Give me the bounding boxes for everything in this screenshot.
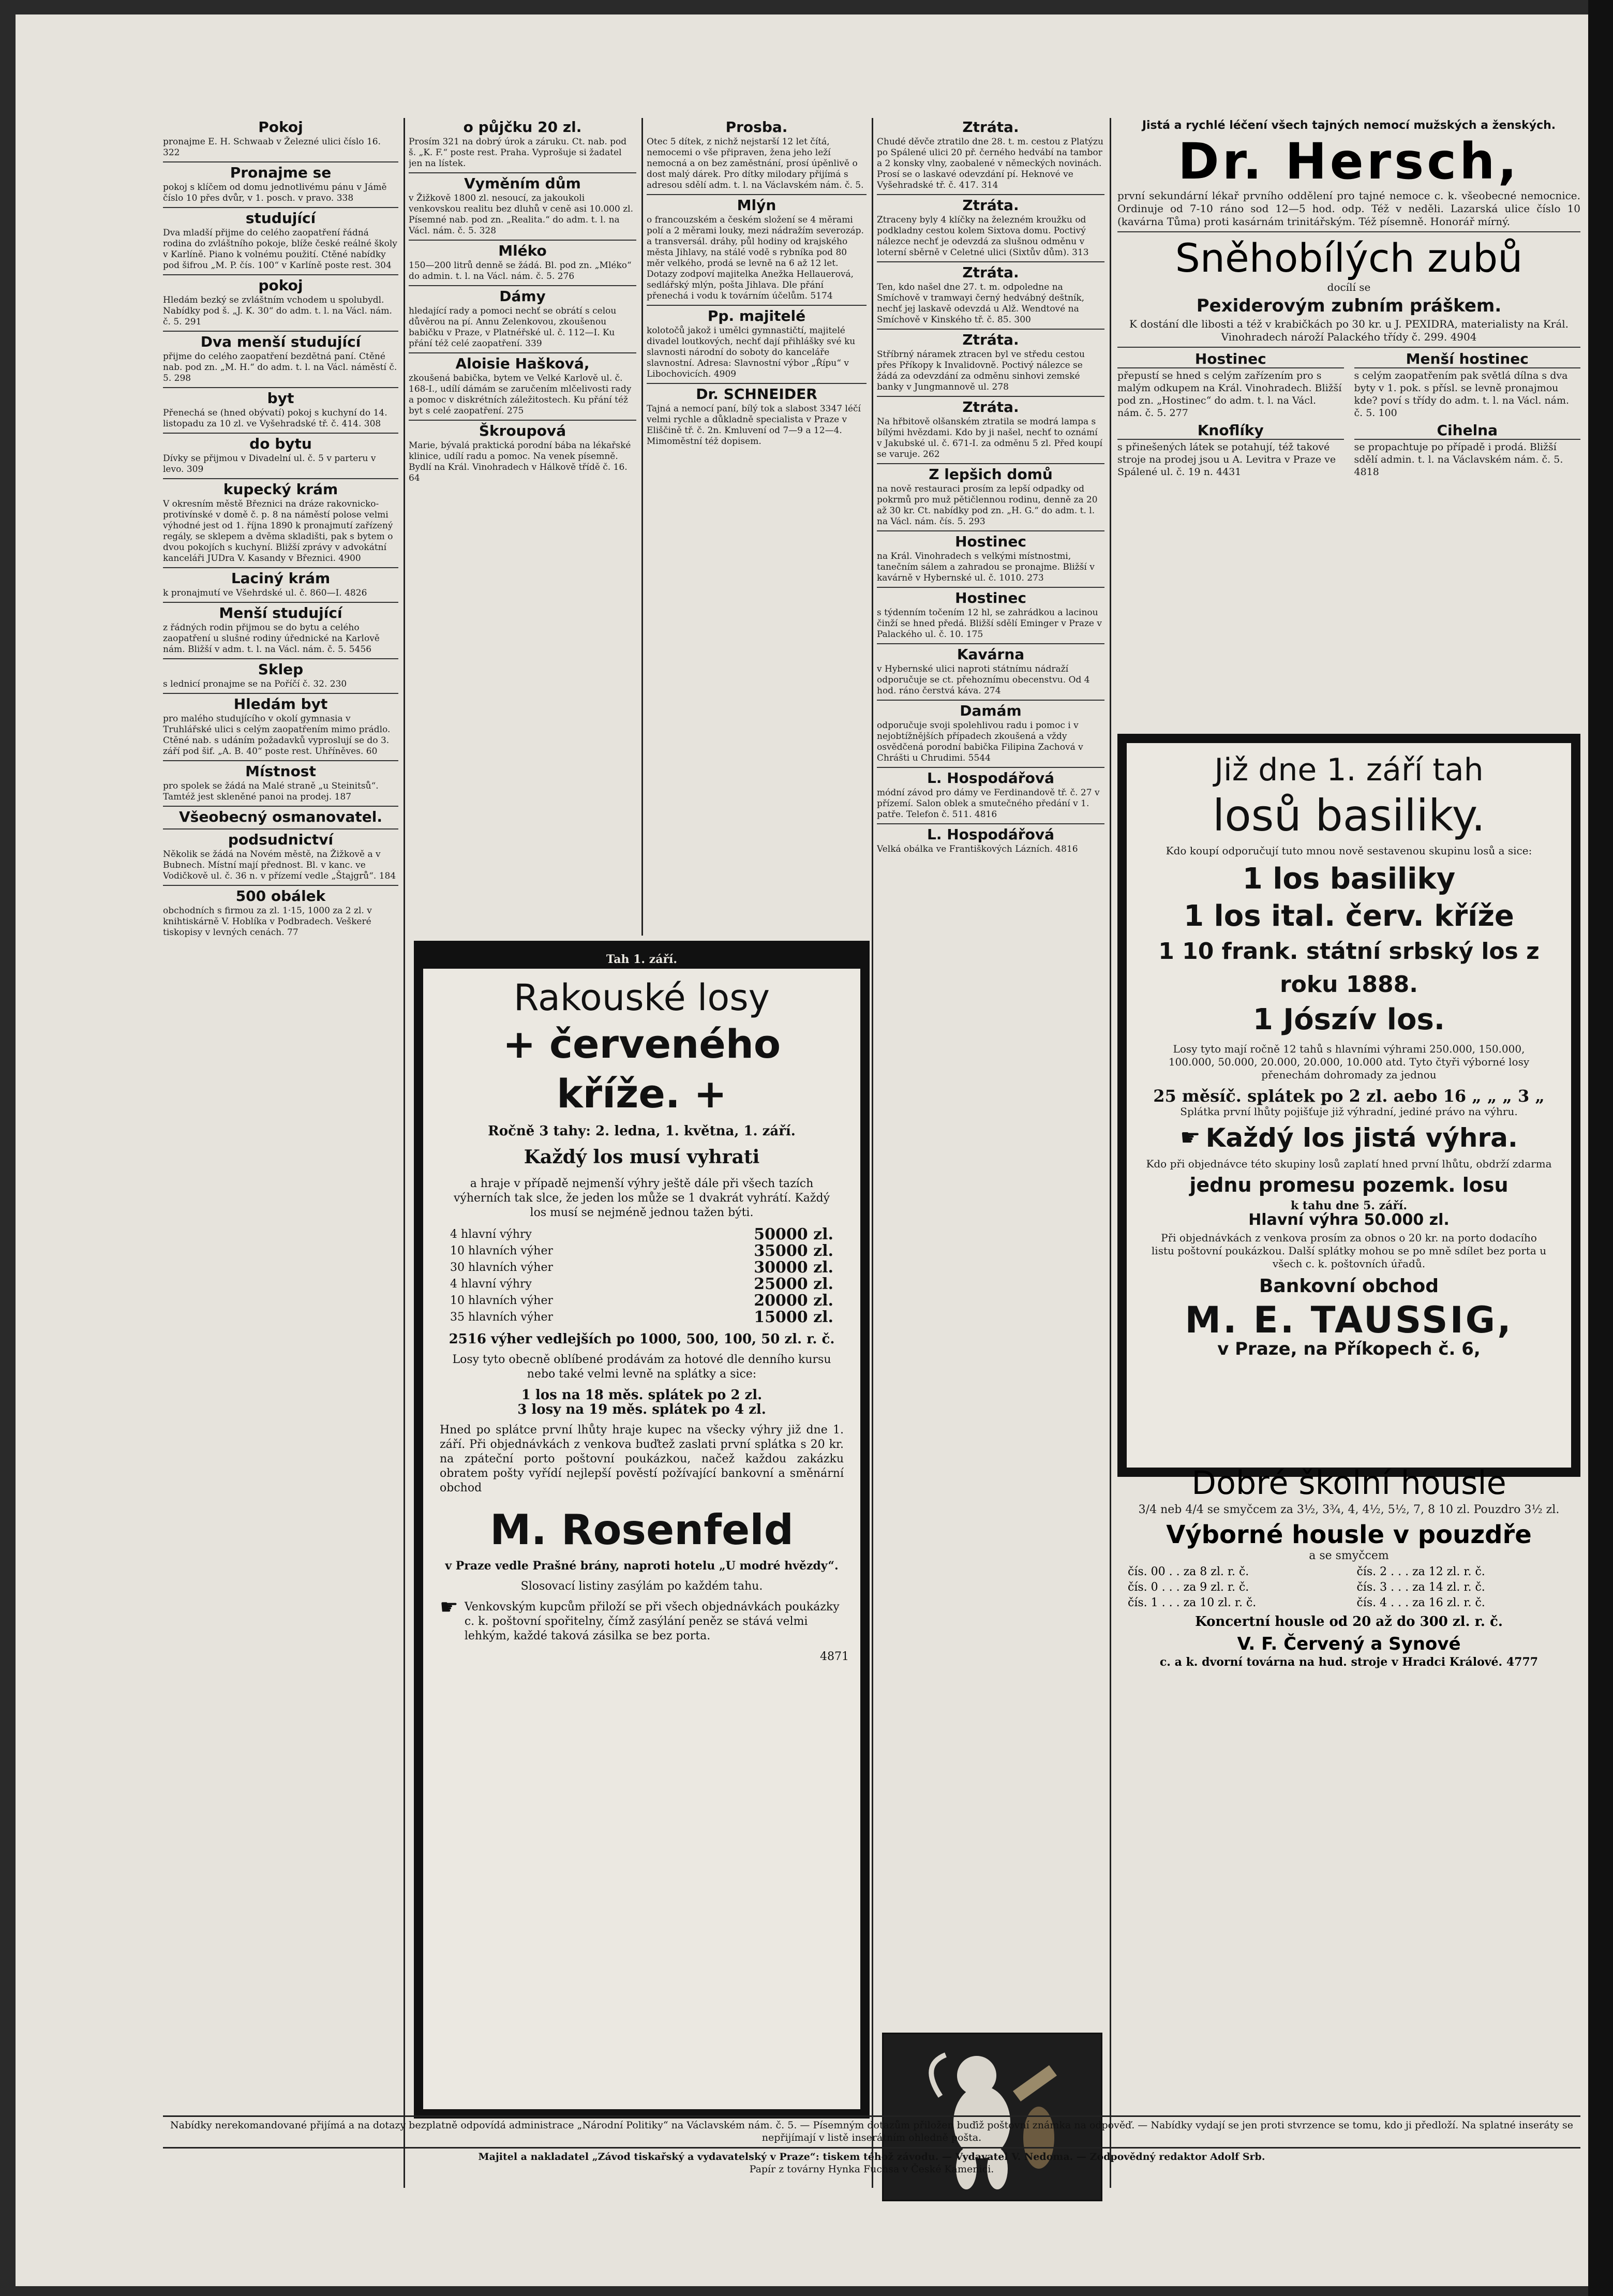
ad-heading: Hostinec: [955, 589, 1026, 606]
prize-count: 4 hlavní výhry: [450, 1228, 532, 1241]
ad-body: Na hřbitově olšanském ztratila se modrá lampa s bílými hvězdami. Kdo by ji našel, nechť to oznámí v Jakubské ul. č. 671-I. za odměnu 5 zl. Před koupí se varuje. 262: [877, 417, 1103, 460]
ad-body: Prosím 321 na dobrý úrok a záruku. Ct. nab. pod š. „K. F.“ poste rest. Praha. Vyprošuje si žadatel jen na lístek.: [409, 137, 627, 169]
prize-row: [450, 1309, 833, 1326]
ad-body: s týdenním točením 12 hl, se zahrádkou a lacinou činží se hned předá. Bližší sdělí Eminger v Praze v Palackého ul. č. 10. 175: [877, 608, 1102, 640]
ad-title-2: + červeného kříže. +: [502, 1021, 781, 1117]
prize-value: 35000 zl.: [754, 1242, 833, 1260]
zub-t2: Pexiderovým zubním práškem.: [1196, 295, 1502, 316]
classified-ad: [409, 172, 636, 236]
ad-red-cross-lots: [414, 941, 870, 2119]
classified-ad: [877, 463, 1104, 527]
footer-line-1: Nabídky nerekomandované přijímá a na dotazy bezplatně odpovídá administrace „Národní Politiky“ na Václavském nám. č. 5. — Písemným dotazům přiložen buďiž poštovní známka na odpověď. — Nabídky vydají se jen proti stvrzence se tomu, kdo ji předloží. Na splatné inseráty se nepřijímají v listě inserátním ohledně pošta.: [163, 2115, 1580, 2144]
classified-ad: [163, 693, 398, 757]
basil-firm: M. E. TAUSSIG,: [1185, 1299, 1513, 1341]
ad-body: s přinešených látek se potahují, též takové stroje na prodej jsou u A. Levitra v Praze ve Spálené ul. č. 19 n. 4431: [1117, 441, 1336, 478]
pointing-hand-icon: ☛: [1180, 1124, 1201, 1151]
ad-heading: Mlýn: [737, 197, 776, 214]
basil-l2: losů basiliky.: [1212, 790, 1486, 841]
classified-ad: [409, 285, 636, 349]
ad-number: 4871: [820, 1650, 849, 1663]
classified-ad: [877, 194, 1104, 258]
basil-t7: Hlavní výhra 50.000 zl.: [1248, 1211, 1450, 1229]
violin-price-row: čís. 00 . . za 8 zl. r. č.: [1128, 1565, 1249, 1578]
ad-heading: Všeobecný osmanovatel.: [178, 808, 383, 825]
classified-ad: [877, 530, 1104, 584]
prize-value: 25000 zl.: [754, 1275, 833, 1293]
hersch-text: první sekundární lékař prvního oddělení pro tajné nemoce c. k. všeobecné nemocnice. Ordinuje od 7-10 ráno sod 12—5 hod. odp. Též v neděli. Lazarská ulice číslo 10 (kavárna Tůma) proti kasárnám trinitářským. Též písemně. Honorář mírný.: [1117, 189, 1580, 228]
ad-body: Tajná a nemocí paní, bílý tok a slabost 3347 léčí velmi rychle a důkladně specialista v Praze v Eliščině tř. č. 2n. Kmluvení od 7—9 a 12—4. Mimoměstní též dopisem.: [647, 404, 861, 447]
ad-body: s lednicí pronajme se na Poříčí č. 32. 230: [163, 679, 347, 689]
ad-heading: do bytu: [249, 435, 312, 452]
ad-heading: byt: [267, 390, 294, 407]
ad-heading: Z lepšich domů: [929, 466, 1053, 483]
violin-price-row: čís. 1 . . . za 10 zl. r. č.: [1128, 1596, 1257, 1609]
ad-mustwin: Každý los musí vyhrati: [524, 1146, 760, 1168]
ad-heading: kupecký krám: [223, 481, 338, 498]
classified-ad: [163, 478, 398, 564]
ad-heading: Ztráta.: [962, 398, 1019, 416]
prize-count: 4 hlavní výhry: [450, 1278, 532, 1291]
housle-f2: c. a k. dvorní továrna na hud. stroje v Hradci Králové. 4777: [1159, 1655, 1539, 1669]
ad-body: přepustí se hned s celým zařízením pro s malým odkupem na Král. Vinohradech. Bližší pod zn. „Hostinec“ do adm. t. l. na Václ. nám. č. 5. 277: [1117, 370, 1342, 419]
column-rule: [641, 118, 643, 936]
footer-line-3: Papír z továrny Hynka Fuchsa v České Kamenici.: [749, 2164, 994, 2175]
ad-title-1: Rakouské losy: [513, 976, 770, 1019]
ad-body: Stříbrný náramek ztracen byl ve středu cestou přes Příkopy k Invalidovně. Poctivý nálezce se žádá za odevzdání za odměnu sinhovi zemské banky v Jungmannově ul. 278: [877, 349, 1085, 392]
pointing-hand-icon: ☛: [440, 1595, 458, 1619]
ad-body: z řádných rodin přijmou se do bytu a celého zaopatření u slušné rodiny úřednické na Karlově nám. Bližší v adm. t. l. na Václ. nám. č. 5. 5456: [163, 623, 380, 655]
ad-body: kolotočů jakož i umělci gymnastičtí, majitelé divadel loutkových, nechť dají přihlášky své ku slavnosti národní do soboty do kanceláře slavnostní. Adresa: Slavnostní výbor „Řípu“ v Libochovicích. 4909: [647, 325, 856, 379]
ad-body: Ten, kdo našel dne 27. t. m. odpoledne na Smíchově v tramwayi černý hedvábný deštník, nechť jej laskavě odevzdá u Alž. Wendtové na Smíchově v Kinského tř. č. 85. 300: [877, 282, 1085, 325]
classified-ad: [163, 387, 398, 429]
ad-body: obchodních s firmou za zl. 1·15, 1000 za 2 zl. v knihtiskárně V. Hoblíka v Podbradech. Veškeré tiskopisy v levných cenách. 77: [163, 906, 372, 938]
ad-text: Losy tyto obecně oblíbené prodávám za hotové dle denního kursu nebo také velmi levně na splátky a sice:: [452, 1353, 831, 1381]
basil-l1: Již dne 1. září tah: [1214, 752, 1484, 788]
ad-text: Slosovací listiny zasýlám po každém tahu.: [520, 1580, 763, 1593]
ad-body: odporučuje svoji spolehlivou radu i pomoc i v nejobtížnějších případech zkoušená a vždy osvědčená porodní babička Filipina Zachová v Chrášti u Chrudimi. 5544: [877, 720, 1083, 763]
ad-body: hledající rady a pomoci nechť se obrátí s celou důvěrou na pí. Annu Zelenkovou, zkoušenou babičku v Praze, v Platnéřské ul. č. 112—I. Ku přání též celé zaopatření. 339: [409, 306, 617, 349]
ad-heading: Aloisie Hašková,: [455, 355, 590, 372]
column-3: [647, 118, 867, 936]
classified-ad: [877, 396, 1104, 460]
column-rule: [1110, 118, 1111, 2188]
ad-body: pro spolek se žádá na Malé straně „u Steinitsů“. Tamtéž jest skleněné panoi na prodej. 187: [163, 781, 379, 802]
ad-heading: Dva menší studující: [200, 333, 361, 350]
prize-row: [450, 1226, 833, 1243]
violin-price-row: čís. 0 . . . za 9 zl. r. č.: [1128, 1581, 1249, 1594]
classified-ad: [163, 658, 398, 690]
ad-text: 3 losy na 19 měs. splátek po 4 zl.: [517, 1402, 766, 1417]
classified-ad: [163, 602, 398, 655]
classified-ad: [163, 567, 398, 599]
prize-row: [450, 1293, 833, 1309]
column-rule: [404, 118, 405, 2188]
classified-ad: [877, 643, 1104, 697]
housle-k: Koncertní housle od 20 až do 300 zl. r. č.: [1195, 1614, 1503, 1630]
classified-ad: [163, 828, 398, 882]
classified-ad: [163, 806, 398, 825]
ad-body: Ztraceny byly 4 klíčky na železném kroužku od podkladny cestou kolem Sixtova domu. Poctivý nálezce nechť je odevzdá za slušnou odměnu v loterní sběrně v Celetné ulici (Sixtův dům). 313: [877, 215, 1089, 258]
ad-text: 1 los na 18 měs. splátek po 2 zl.: [521, 1387, 763, 1403]
classified-ad: [163, 274, 398, 328]
ad-dates: Ročně 3 tahy: 2. ledna, 1. května, 1. září.: [488, 1123, 796, 1139]
classified-ad: [647, 194, 867, 302]
prize-count: 35 hlavních výher: [450, 1311, 553, 1324]
ad-heading: Mléko: [498, 242, 547, 259]
ad-body: v Žižkově 1800 zl. nesoucí, za jakoukoli venkovskou realitu bez dluhů v ceně asi 10.000 zl. Písemné nab. pod zn. „Realita.“ do adm. t. l. na Václ. nám. č. 5. 328: [409, 193, 634, 236]
ad-heading: Dámy: [499, 288, 546, 305]
basil-i4: 1 Jószív los.: [1252, 1003, 1445, 1036]
basil-i1: 1 los basiliky: [1242, 862, 1456, 896]
ad-tag: Tah 1. září.: [423, 950, 860, 969]
ad-heading: Pronajme se: [230, 164, 332, 181]
ad-heading: 500 obálek: [235, 887, 326, 905]
classified-ad: [647, 119, 867, 191]
prize-list: [450, 1226, 833, 1326]
violin-price-row: čís. 3 . . . za 14 zl. r. č.: [1356, 1581, 1485, 1594]
ad-heading: Hostinec: [1117, 351, 1344, 368]
ad-heading: Vyměním dům: [464, 175, 581, 192]
basil-addr: v Praze, na Příkopech č. 6,: [1217, 1339, 1481, 1359]
classified-ad: [1354, 350, 1581, 421]
basil-t6: k tahu dne 5. září.: [1291, 1199, 1407, 1212]
prize-count: 10 hlavních výher: [450, 1294, 553, 1307]
basil-i2: 1 los ital. červ. kříže: [1184, 899, 1514, 933]
violin-price-row: čís. 4 . . . za 16 zl. r. č.: [1356, 1596, 1485, 1609]
housle-big: Výborné housle v pouzdře: [1166, 1520, 1532, 1549]
ad-heading: Prosba.: [725, 118, 788, 136]
ad-body: o francouzském a českém složení se 4 měrami polí a 2 měrami louky, mezi nádražím severozáp. a transversál. dráhy, půl hodiny od krajského města Jihlavy, na stálé vodě s rybníka pod 80 měr velkého, prodá se levně na 6 až 12 let. Dotazy zodpoví majitelka Anežka Hellauerová, sedlářský mlýn, pošta Jihlava. Dle přání přenechá i vodu k továrním účelům. 5174: [647, 215, 864, 301]
prize-row: [450, 1243, 833, 1260]
classified-ad: [647, 383, 867, 447]
classified-ad: [877, 329, 1104, 393]
prize-row: [450, 1260, 833, 1276]
ad-body: Několik se žádá na Novém městě, na Žižkově a v Bubnech. Místní mají přednost. Bl. v kanc. ve Vodičkově ul. č. 36 n. v přízemí vedle „Štajgrů“. 184: [163, 849, 396, 881]
ad-heading: Kavárna: [957, 646, 1025, 663]
basil-banner: ☛ Každý los jistá výhra.: [1180, 1123, 1518, 1153]
prize-value: 15000 zl.: [754, 1308, 833, 1326]
zub-t1: docílí se: [1327, 281, 1371, 293]
classified-ad: [1117, 350, 1344, 421]
ad-heading: Pp. majitelé: [707, 307, 806, 324]
ad-body: pro malého studujícího v okolí gymnasia v Truhlářské ulici s celým zaopatřením mimo prádlo. Ctěné nab. s udáním požadavků vyproslují se do 3. září pod šif. „A. B. 40“ poste rest. Uhříněves. 60: [163, 714, 391, 757]
ad-heading: studující: [245, 210, 316, 227]
classified-ad: [409, 240, 636, 282]
ad-body: Přenechá se (hned obývatí) pokoj s kuchyní do 14. listopadu za 10 zl. ve Vyšehradské tř. č. 414. 308: [163, 408, 387, 429]
classified-ad: [409, 119, 636, 169]
prize-value: 50000 zl.: [754, 1225, 833, 1243]
ad-heading: Ztráta.: [962, 197, 1019, 214]
ad-addr: v Praze vedle Prašné brány, naproti hotelu „U modré hvězdy“.: [445, 1559, 839, 1573]
basil-t8: Při objednávkách z venkova prosím za obnos o 20 kr. na porto dodacího listu poštovní poukázkou. Další splátky mohou se po mně sdílet bez porta u všech c. k. poštovních úřadů.: [1151, 1232, 1547, 1270]
ad-body: s celým zaopatřením pak světlá dílna s dva byty v 1. pok. s přísl. se levně pronajmou kde? poví s třídy do adm. t. l. na Václ. nám. č. 5. 100: [1354, 370, 1570, 419]
housle-title: Dobré školní housle: [1191, 1464, 1506, 1502]
ad-heading: Ztráta.: [962, 118, 1019, 136]
prize-row: [450, 1276, 833, 1293]
basil-t: Kdo koupí odporučují tuto mnou nově sestavenou skupinu losů a sice:: [1166, 845, 1532, 857]
column-4: [877, 118, 1104, 2188]
ad-heading: Dr. SCHNEIDER: [696, 386, 817, 403]
classified-ad: [877, 587, 1104, 640]
basil-i3: 1 10 frank. státní srbský los z roku 1888.: [1158, 938, 1540, 998]
ad-body: módní závod pro dámy ve Ferdinandově tř. č. 27 v přízemí. Salon oblek a smutečného předání v 1. patře. Telefon č. 511. 4816: [877, 788, 1100, 820]
footer-line-2: Majitel a nakladatel „Závod tiskařský a vydavatelský v Praze“: tiskem téhož závodu. — Vydavatel V. Nedoma. — Zodpovědný redaktor Adolf Srb.: [163, 2147, 1580, 2163]
ad-heading: Místnost: [245, 763, 316, 780]
ad-heading: Damám: [960, 702, 1022, 719]
ad-body: Marie, bývalá praktická porodní bába na lékařské klinice, udílí radu a pomoc. Na venek písemně. Bydlí na Král. Vinohradech v Hálkově třídě č. 16. 64: [409, 440, 631, 483]
column-1: [163, 118, 398, 2188]
ad-heading: Knoflíky: [1117, 422, 1344, 440]
ad-heading: Menší studující: [219, 604, 342, 621]
ad-body: Dva mladší přijme do celého zaopatření řádná rodina do zvláštního pokoje, blíže české reálné školy v Karlíně. Piano k volnému použití. Ctěné nabídky pod šifrou „M. P. čís. 100“ v Karlíně poste rest. 304: [163, 228, 397, 271]
ad-violins: [1117, 1463, 1580, 1669]
zub-title: Sněhobílých zubů: [1175, 235, 1523, 281]
ad-body: pokoj s klíčem od domu jednotlivému pánu v Jámě číslo 10 přes dvůr, v 1. posch. v pravo. 338: [163, 182, 387, 203]
ad-heading: Menší hostinec: [1354, 351, 1581, 368]
ad-body: Chudé děvče ztratilo dne 28. t. m. cestou z Platýzu po Spálené ulici 20 př. černého hedvábí na tambor a 2 konsky vlny, zaobalené v německých novinách. Prosí se o laskavé odevzdání pí. Heknové ve Vyšehradské tř. č. 417. 314: [877, 137, 1103, 190]
prize-value: 30000 zl.: [754, 1258, 833, 1277]
ad-heading: Pokoj: [258, 118, 303, 136]
violin-price-row: čís. 2 . . . za 12 zl. r. č.: [1356, 1565, 1485, 1578]
classified-ad: [163, 760, 398, 803]
ad-body: na Král. Vinohradech s velkými místnostmi, tanečním sálem a zahradou se pronajme. Bližší v kavárně v Hybernské ul. č. 1010. 273: [877, 551, 1095, 583]
ad-text: Venkovským kupcům přiloží se při všech objednávkách poukázky c. k. poštovní spořitelny, čímž zasýlání peněz se stává velmi lehkým, každé taková zásilka se bez porta.: [464, 1601, 840, 1642]
classified-ad: [647, 305, 867, 380]
ad-body: Dívky se přijmou v Divadelní ul. č. 5 v parteru v levo. 309: [163, 453, 376, 475]
ad-body: přijme do celého zaopatření bezdětná paní. Ctěné nab. pod zn. „M. H.“ do adm. t. l. na Václ. náměstí č. 5. 298: [163, 351, 397, 383]
ad-heading: Sklep: [258, 661, 304, 678]
column-5: [1117, 118, 1580, 2188]
ad-text: Hned po splátce první lhůty hraje kupec na všecky výhry již dne 1. září. Při objednávkách z venkova buďtež zaslati první splátka s 20 kr. na zpáteční porto poštovní poukázkou, načež každou zakázku obratem pošty vyřídí nejlepší pověstí požívající bankovní a směnární obchod: [440, 1424, 844, 1494]
classified-ad: [163, 119, 398, 158]
classified-ad: [877, 700, 1104, 764]
classified-ad: [877, 261, 1104, 325]
ad-body: Otec 5 dítek, z nichž nejstarší 12 let čítá, nemocemi o vše připraven, žena jeho leží nemocná a on bez zaměstnání, prosí úpěnlivě o dost malý dárek. Pro dítky milodary přijímá s adresou sdělí adm. t. l. na Václavském nám. č. 5.: [647, 137, 864, 190]
ad-body: V okresním městě Březnici na dráze rakovnicko-protivínské v domě č. p. 8 na náměstí polose velmi výhodné jest od 1. října 1890 k pronajmutí zařízený regály, se sklepem a dvěma skladišti, pak s bytem o dvou pokojích s kuchyní. Bližší zprávy v advokátní kanceláři JUDra V. Kasandy v Březnici. 4900: [163, 499, 393, 564]
ad-heading: L. Hospodářová: [927, 826, 1054, 843]
classified-ad: [1354, 421, 1581, 480]
ad-text: a hraje v případě nejmenší výhry ještě dále při všech tazích výherních tak slce, že jeden los může se 1 dvakrát vyhrátí. Každý los musí se nejméně jednou tažen býti.: [454, 1177, 830, 1219]
classified-ad: [163, 207, 398, 271]
ad-heading: Laciný krám: [231, 570, 331, 587]
classified-ad: [877, 767, 1104, 820]
prize-count: 30 hlavních výher: [450, 1261, 553, 1274]
prize-value: 20000 zl.: [754, 1292, 833, 1310]
classified-ad: [163, 885, 398, 938]
zub-t3: K dostání dle libosti a též v krabičkách po 30 kr. u J. PEXIDRA, materialisty na Král. Vinohradech nároží Palackého třídy č. 299. 4904: [1129, 318, 1569, 343]
classified-ad: [877, 119, 1104, 191]
page-sheet: [163, 118, 1580, 2214]
ad-heading: podsudnictví: [228, 831, 334, 848]
column-rule: [872, 118, 873, 2188]
ad-firm: M. Rosenfeld: [490, 1506, 794, 1554]
hersch-name: Dr. Hersch,: [1178, 132, 1520, 190]
ad-heading: Hledám byt: [233, 695, 328, 713]
classified-ad: [163, 161, 398, 204]
hersch-top: Jistá a rychlé léčení všech tajných nemocí mužských a ženských.: [1142, 119, 1556, 132]
ad-basilika-lots: [1117, 734, 1580, 1477]
basil-t2: Losy tyto mají ročně 12 tahů s hlavními výhrami 250.000, 150.000, 100.000, 50.000, 20.000, 20.000, 10.000 atd. Tyto čtyři výborné losy přenechám dohromady za jednou: [1168, 1043, 1530, 1081]
classified-ad: [877, 823, 1104, 855]
ad-heading: Hostinec: [955, 533, 1026, 550]
column-2: [409, 118, 636, 936]
classified-ad: [163, 331, 398, 384]
basil-t5: jednu promesu pozemk. losu: [1189, 1174, 1509, 1196]
prize-count: 10 hlavních výher: [450, 1245, 553, 1257]
ad-heading: Ztráta.: [962, 331, 1019, 348]
housle-firm: V. F. Červený a Synové: [1237, 1634, 1461, 1654]
ad-body: se propachtuje po případě i prodá. Bližší sdělí admin. t. l. na Václavském nám. č. 5. 4818: [1354, 441, 1563, 478]
scan-border: [1588, 0, 1613, 2296]
ad-body: na nově restauraci prosím za lepší odpadky od pokrmů pro muž pětičlennou rodinu, denně za 20 až 30 kr. Ct. nabídky pod zn. „H. G.“ do adm. t. l. na Václ. nám. čís. 5. 293: [877, 484, 1098, 527]
basil-t4: Kdo při objednávce této skupiny losů zaplatí hned první lhůtu, obdrží zdarma: [1146, 1158, 1552, 1170]
page-footer: [163, 2115, 1580, 2175]
newspaper-page: [16, 14, 1588, 2286]
ad-body: 150—200 litrů denně se žádá. Bl. pod zn. „Mléko“ do admin. t. l. na Václ. nám. č. 5. 276: [409, 260, 632, 282]
ad-heading: Ztráta.: [962, 264, 1019, 281]
basil-bank: Bankovní obchod: [1259, 1276, 1439, 1297]
ad-body: pronajme E. H. Schwaab v Železné ulici číslo 16. 322: [163, 137, 381, 158]
ad-heading: Cihelna: [1354, 422, 1581, 440]
ad-heading: o půjčku 20 zl.: [463, 118, 582, 136]
ad-body: k pronajmutí ve Všehrdské ul. č. 860—I. 4826: [163, 588, 367, 598]
ad-body: Hledám bezký se zvláštním vchodem u spolubydl. Nabídky pod š. „J. K. 30“ do adm. t. l. na Václ. nám. č. 5. 291: [163, 295, 392, 327]
ad-heading: Škroupová: [479, 422, 566, 439]
ad-heading: L. Hospodářová: [927, 769, 1054, 787]
ad-heading: pokoj: [258, 277, 303, 294]
housle-sm: a se smyčcem: [1309, 1549, 1389, 1562]
ad-body: zkoušená babička, bytem ve Velké Karlově ul. č. 168-I., udílí dámám se zaručením mlčelivosti rady a pomoc v diskrétních záležitostech. Ku přání též byt s celé zaopatření. 275: [409, 373, 632, 416]
basil-pay: 25 měsíč. splátek po 2 zl. aebo 16 „ „ „ 3 „: [1153, 1086, 1545, 1106]
ad-text: 2516 výher vedlejších po 1000, 500, 100, 50 zl. r. č.: [449, 1331, 835, 1347]
classified-ad: [163, 433, 398, 475]
classified-ad: [1117, 421, 1344, 480]
basil-t3: Splátka první lhůty pojišťuje již výhradní, jediné právo na výhru.: [1180, 1105, 1518, 1118]
classified-ad: [409, 420, 636, 484]
ad-body: v Hybernské ulici naproti státnímu nádraží odporučuje se ct. přehoznímu obecenstvu. Od 4 hod. ráno čerstvá káva. 274: [877, 664, 1090, 696]
ad-body: Velká obálka ve Františkových Lázních. 4816: [877, 844, 1078, 854]
housle-t: 3/4 neb 4/4 se smyčcem za 3½, 3¾, 4, 4½, 5½, 7, 8 10 zl. Pouzdro 3½ zl.: [1138, 1503, 1560, 1516]
classified-ad: [409, 352, 636, 417]
